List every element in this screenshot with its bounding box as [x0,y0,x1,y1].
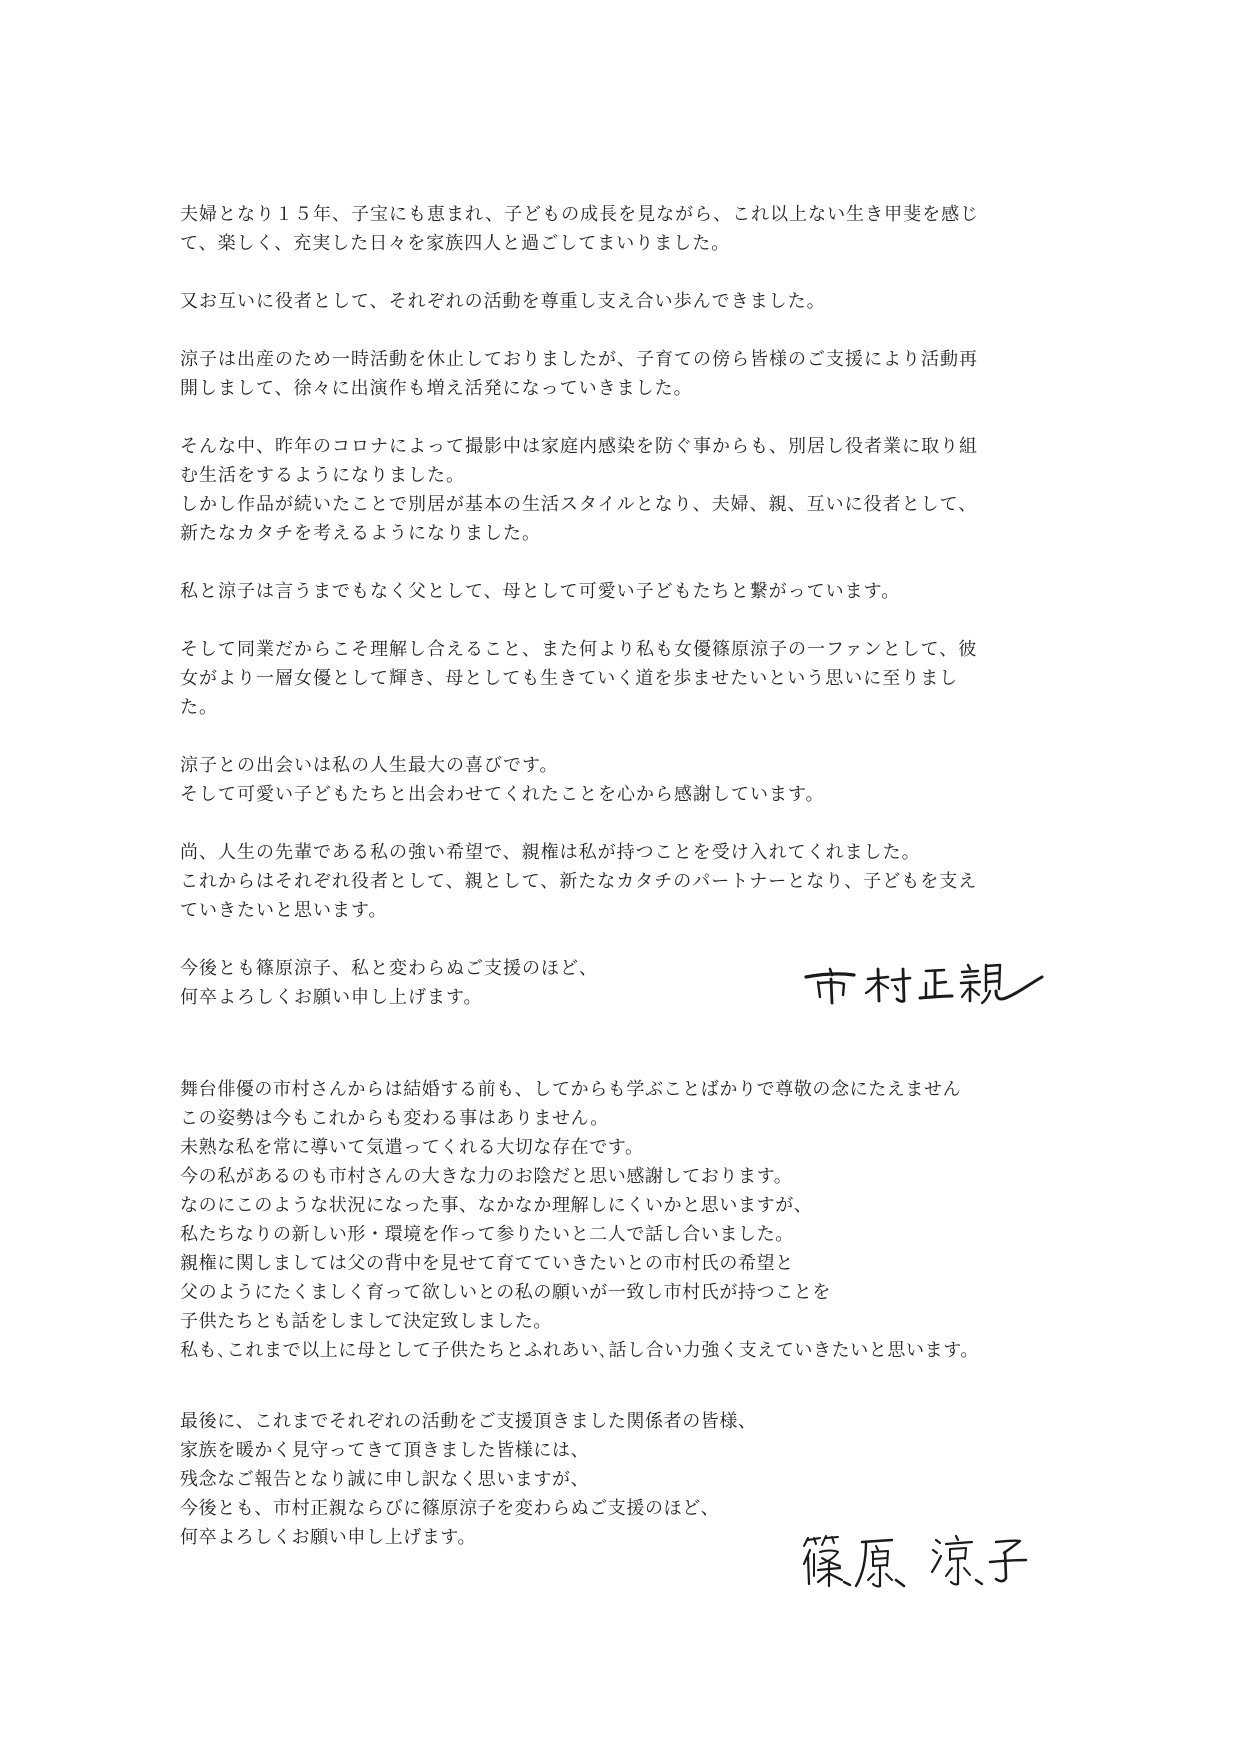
text-line: 開しまして、徐々に出演作も増え活発になっていきました。 [180,378,693,399]
paragraph [180,635,1080,722]
text-line: 夫婦となり１５年、子宝にも恵まれ、子どもの成長を見ながら、これ以上ない生き甲斐を感じ [180,204,980,225]
paragraph [180,751,1080,809]
text-line: 私も､これまで以上に母として子供たちとふれあい､話し合い力強く支えていきたいと思います。 [180,1340,979,1361]
text-line: これからはそれぞれ役者として、親として、新たなカタチのパートナーとなり、子どもを支え [180,871,978,892]
text-line: 又お互いに役者として、それぞれの活動を尊重し支え合い歩んできました。 [180,291,826,312]
text-line: なのにこのような状況になった事、なかなか理解しにくいかと思いますが、 [180,1195,813,1216]
text-line: 子供たちとも話をしまして決定致しました。 [180,1311,552,1332]
text-line: そして同業だからこそ理解し合えること、また何より私も女優篠原涼子の一ファンとして、彼 [180,639,978,660]
text-line: て、楽しく、充実した日々を家族四人と過ごしてまいりました。 [180,233,731,254]
text-line: 新たなカタチを考えるようになりました。 [180,523,541,544]
text-line: 今の私があるのも市村さんの大きな力のお陰だと思い感謝しております。 [180,1166,793,1187]
text-line: 涼子との出会いは私の人生最大の喜びです。 [180,755,559,776]
text-line: 親権に関しましては父の背中を見せて育てていきたいとの市村氏の希望と [180,1253,794,1274]
statement-shinohara [180,1075,1080,1394]
text-line: この姿勢は今もこれからも変わる事はありません。 [180,1108,609,1129]
paragraph [180,200,1080,258]
paragraph [180,432,1080,548]
paragraph [180,287,1080,316]
text-line: 残念なご報告となり誠に申し訳なく思いますが、 [180,1469,590,1490]
text-line: 涼子は出産のため一時活動を休止しておりましたが、子育ての傍ら皆様のご支援により活動再 [180,349,978,370]
text-line: 舞台俳優の市村さんからは結婚する前も、してからも学ぶことばかりで尊敬の念にたえません [180,1079,962,1100]
signature-ichimura [802,955,1052,1005]
handwritten-signature-ichimura [802,955,1052,1005]
text-line: そんな中、昨年のコロナによって撮影中は家庭内感染を防ぐ事からも、別居し役者業に取り組 [180,436,978,457]
text-line: 尚、人生の先輩である私の強い希望で、親権は私が持つことを受け入れてくれました。 [180,842,921,863]
text-line: 今後とも、市村正親ならびに篠原涼子を変わらぬご支援のほど、 [180,1498,720,1519]
paragraph [180,838,1080,925]
text-line: 私たちなりの新しい形・環境を作って参りたいと二人で話し合いました。 [180,1224,794,1245]
text-line: 私と涼子は言うまでもなく父として、母として可愛い子どもたちと繋がっています。 [180,581,901,602]
text-line: 何卒よろしくお願い申し上げます。 [180,987,483,1008]
text-line: しかし作品が続いたことで別居が基本の生活スタイルとなり、夫婦、親、互いに役者として、 [180,494,978,515]
text-line: 家族を暖かく見守ってきて頂きました皆様には、 [180,1440,590,1461]
text-line: 今後とも篠原涼子、私と変わらぬご支援のほど、 [180,958,598,979]
paragraph [180,577,1080,606]
statement-ichimura [180,200,1080,1041]
text-line: 何卒よろしくお願い申し上げます。 [180,1527,477,1548]
paragraph [180,1075,1080,1365]
text-line: 最後に、これまでそれぞれの活動をご支援頂きました関係者の皆様、 [180,1411,757,1432]
signature-shinohara [800,1528,1040,1592]
handwritten-signature-shinohara [800,1528,1040,1592]
text-line: 未熟な私を常に導いて気遣ってくれる大切な存在です。 [180,1137,644,1158]
text-line: た。 [180,697,218,718]
text-line: そして可愛い子どもたちと出会わせてくれたことを心から感謝しています。 [180,784,825,805]
paragraph [180,345,1080,403]
text-line: 女がより一層女優として輝き、母としても生きていく道を歩ませたいという思いに至りまし [180,668,959,689]
text-line: 父のようにたくましく育って欲しいとの私の願いが一致し市村氏が持つことを [180,1282,831,1303]
text-line: ていきたいと思います。 [180,900,388,921]
text-line: む生活をするようになりました。 [180,465,465,486]
